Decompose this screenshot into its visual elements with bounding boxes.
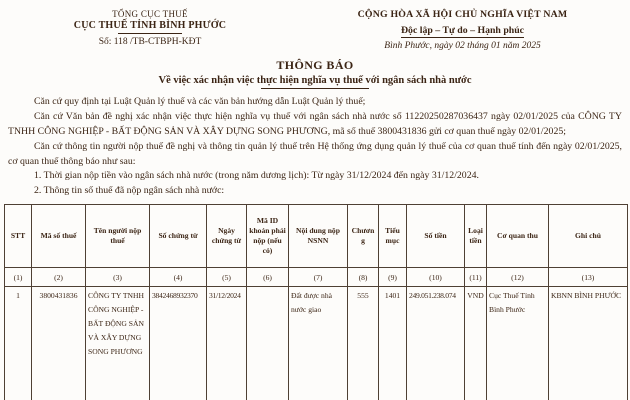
colnum-8: (8) — [348, 268, 379, 287]
cell-stt: 1 — [5, 287, 32, 400]
header-cell-chuong: Chương — [348, 205, 379, 268]
colnum-7: (7) — [289, 268, 348, 287]
title-block — [0, 58, 630, 89]
cell-ma-id — [247, 287, 289, 400]
agency-underline-rule — [118, 33, 182, 34]
cell-so-tien: 249.051.238.074 — [407, 287, 465, 400]
document-header — [0, 0, 630, 51]
document-title: THÔNG BÁO — [276, 58, 354, 72]
colnum-1: (1) — [5, 268, 32, 287]
paragraph-legal-basis-1: Căn cứ quy định tại Luật Quản lý thuế và các văn bản hướng dẫn Luật Quản lý thuế; — [34, 96, 366, 107]
colnum-12: (12) — [487, 268, 549, 287]
national-motto-block — [305, 9, 620, 51]
colnum-2: (2) — [32, 268, 86, 287]
document-number: Số: 118 /TB-CTBPH-KĐT — [98, 37, 202, 47]
country-name: CỘNG HÒA XÃ HỘI CHỦ NGHĨA VIỆT NAM — [357, 9, 568, 20]
colnum-10: (10) — [407, 268, 465, 287]
document-body — [8, 95, 622, 199]
cell-ma-so-thue: 3800431836 — [32, 287, 86, 400]
header-cell-stt: STT — [5, 205, 32, 268]
header-cell-ten-nguoi-nop-thue: Tên người nộp thuế — [86, 205, 150, 268]
cell-chuong: 555 — [348, 287, 379, 400]
header-cell-so-tien: Số tiền — [407, 205, 465, 268]
header-cell-tieu-muc: Tiểu mục — [379, 205, 407, 268]
issuing-agency-block — [0, 9, 300, 51]
cell-noi-dung-nop: Đất được nhà nước giao — [289, 287, 348, 400]
cell-tieu-muc: 1401 — [379, 287, 407, 400]
header-cell-ngay-chung-tu: Ngày chứng từ — [207, 205, 247, 268]
header-cell-loai-tien: Loại tiền — [465, 205, 487, 268]
paragraph-item-1: 1. Thời gian nộp tiền vào ngân sách nhà nước (trong năm dương lịch): Từ ngày 31/12/2024 đến ngày 31/12/2024. — [34, 170, 479, 182]
agency-name: CỤC THUẾ TỈNH BÌNH PHƯỚC — [73, 20, 227, 31]
place-dateline: Bình Phước, ngày 02 tháng 01 năm 2025 — [384, 41, 541, 51]
tax-payment-table — [4, 204, 628, 400]
cell-ngay-chung-tu: 31/12/2024 — [207, 287, 247, 400]
paragraph-item-2: 2. Thông tin số thuế đã nộp ngân sách nhà nước: — [34, 185, 225, 197]
agency-parent-name: TỔNG CỤC THUẾ — [112, 9, 188, 19]
paragraph-legal-basis-2: Căn cứ Văn bản đề nghị xác nhận việc thực hiện nghĩa vụ thuế với ngân sách nhà nước số 11220250287036437 ngày 02/01/2025 của CÔNG TY TNHH CÔNG NGHIỆP - BẤT ĐỘNG SẢN VÀ XÂY DỰNG SONG PHƯƠNG, mã số thuế 3800431836 gửi cơ quan thuế ngày 02/01/2025; — [8, 110, 622, 137]
table-row — [5, 287, 628, 400]
header-cell-ma-so-thue: Mã số thuế — [32, 205, 86, 268]
cell-co-quan-thu: Cục Thuế Tỉnh Bình Phước — [487, 287, 549, 400]
paragraph-legal-basis-3: Căn cứ thông tin người nộp thuế đề nghị và thông tin quản lý thuế trên Hệ thống ứng dụng quản lý thuế của cơ quan thuế tính đến ngày 02/01/2025, cơ quan thuế thông báo như sau: — [8, 140, 622, 167]
header-cell-ma-id: Mã ID khoản phải nộp (nếu có) — [247, 205, 289, 268]
colnum-3: (3) — [86, 268, 150, 287]
table-header-row — [5, 205, 628, 268]
header-cell-co-quan-thu: Cơ quan thu — [487, 205, 549, 268]
colnum-6: (6) — [247, 268, 289, 287]
document-subtitle: Về việc xác nhận việc thực hiện nghĩa vụ thuế với ngân sách nhà nước — [158, 75, 472, 86]
column-number-row — [5, 268, 628, 287]
national-motto: Độc lập – Tự do – Hạnh phúc — [400, 25, 525, 36]
colnum-11: (11) — [465, 268, 487, 287]
cell-so-chung-tu: 3842468932370 — [150, 287, 207, 400]
cell-ten-nguoi-nop-thue: CÔNG TY TNHH CÔNG NGHIỆP - BẤT ĐỘNG SẢN VÀ XÂY DỰNG SONG PHƯƠNG — [86, 287, 150, 400]
cell-loai-tien: VND — [465, 287, 487, 400]
header-cell-noi-dung-nop: Nội dung nộp NSNN — [289, 205, 348, 268]
colnum-5: (5) — [207, 268, 247, 287]
colnum-13: (13) — [549, 268, 628, 287]
colnum-4: (4) — [150, 268, 207, 287]
header-cell-so-chung-tu: Số chứng từ — [150, 205, 207, 268]
subtitle-underline-rule — [261, 88, 369, 89]
header-cell-ghi-chu: Ghi chú — [549, 205, 628, 268]
cell-ghi-chu: KBNN BÌNH PHƯỚC — [549, 287, 628, 400]
colnum-9: (9) — [379, 268, 407, 287]
